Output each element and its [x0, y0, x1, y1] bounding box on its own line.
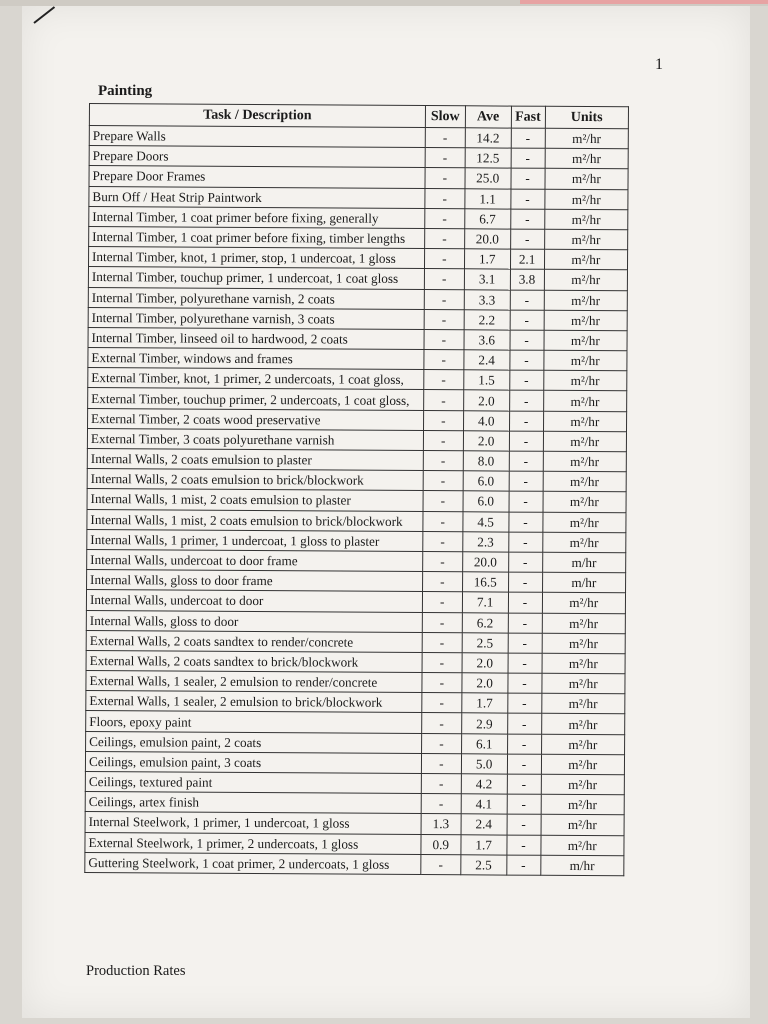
cell-ave: 20.0	[462, 552, 508, 572]
cell-task: Internal Timber, linseed oil to hardwood, 2 coats	[88, 327, 424, 349]
cell-slow: -	[422, 652, 462, 672]
cell-slow: -	[424, 289, 464, 309]
cell-ave: 2.4	[461, 814, 507, 834]
cell-slow: -	[421, 854, 461, 874]
cell-ave: 4.1	[461, 794, 507, 814]
table-row	[85, 792, 624, 815]
cell-fast: -	[510, 229, 544, 249]
cell-ave: 8.0	[463, 451, 509, 471]
table-row	[87, 549, 626, 572]
cell-task: Prepare Walls	[89, 126, 425, 148]
page-number: 1	[655, 56, 663, 73]
cell-ave: 2.0	[462, 673, 508, 693]
table-row	[86, 630, 625, 653]
cell-task: Internal Walls, gloss to door frame	[87, 570, 423, 592]
cell-slow: -	[425, 128, 465, 148]
cell-slow: -	[422, 713, 462, 733]
cell-units: m²/hr	[541, 754, 625, 775]
cell-ave: 2.4	[464, 350, 510, 370]
cell-ave: 2.3	[463, 532, 509, 552]
cell-ave: 3.6	[464, 330, 510, 350]
cell-ave: 5.0	[461, 754, 507, 774]
cell-task: External Timber, touchup primer, 2 undercoats, 1 coat gloss,	[88, 388, 424, 410]
cell-task: Prepare Door Frames	[89, 166, 425, 188]
cell-task: External Walls, 2 coats sandtex to render/concrete	[86, 630, 422, 652]
cell-slow: -	[425, 188, 465, 208]
header-task: Task / Description	[89, 104, 425, 128]
header-units: Units	[545, 106, 629, 129]
cell-ave: 25.0	[465, 168, 511, 188]
cell-units: m²/hr	[541, 734, 625, 755]
cell-ave: 6.7	[465, 209, 511, 229]
cell-slow: -	[424, 269, 464, 289]
table-row	[87, 529, 626, 552]
cell-task: Internal Timber, knot, 1 primer, stop, 1 undercoat, 1 gloss	[88, 247, 424, 269]
cell-fast: -	[510, 310, 544, 330]
cell-fast: -	[508, 592, 542, 612]
cell-ave: 2.2	[464, 309, 510, 329]
cell-units: m²/hr	[544, 249, 628, 270]
cell-units: m²/hr	[543, 391, 627, 412]
cell-task: External Walls, 1 sealer, 2 emulsion to render/concrete	[86, 671, 422, 693]
table-row	[89, 186, 628, 209]
cell-ave: 1.7	[462, 693, 508, 713]
cell-fast: -	[509, 491, 543, 511]
cell-fast: 2.1	[510, 249, 544, 269]
cell-task: Burn Off / Heat Strip Paintwork	[89, 186, 425, 208]
cell-ave: 3.1	[464, 269, 510, 289]
cell-fast: -	[508, 653, 542, 673]
cell-ave: 20.0	[464, 229, 510, 249]
cell-fast: -	[507, 774, 541, 794]
table-row	[88, 307, 627, 330]
cell-fast: -	[507, 734, 541, 754]
cell-units: m²/hr	[544, 330, 628, 351]
cell-units: m²/hr	[541, 794, 625, 815]
cell-units: m²/hr	[540, 835, 624, 856]
cell-ave: 2.5	[462, 632, 508, 652]
cell-units: m²/hr	[542, 633, 626, 654]
cell-task: Internal Walls, undercoat to door	[86, 590, 422, 612]
cell-fast: -	[511, 148, 545, 168]
cell-slow: -	[422, 673, 462, 693]
cell-fast: -	[508, 572, 542, 592]
cell-ave: 2.0	[463, 431, 509, 451]
cell-task: Internal Timber, polyurethane varnish, 3 coats	[88, 307, 424, 329]
cell-units: m²/hr	[541, 774, 625, 795]
footer-title: Production Rates	[86, 963, 186, 979]
cell-slow: -	[424, 228, 464, 248]
cell-task: External Timber, knot, 1 primer, 2 undercoats, 1 coat gloss,	[88, 368, 424, 390]
cell-fast: -	[506, 855, 540, 875]
cell-task: Ceilings, artex finish	[85, 792, 421, 814]
cell-units: m²/hr	[543, 492, 627, 513]
cell-ave: 2.9	[461, 713, 507, 733]
cell-ave: 3.3	[464, 289, 510, 309]
cell-ave: 2.0	[463, 390, 509, 410]
cell-ave: 6.0	[463, 471, 509, 491]
table-row	[86, 610, 625, 633]
cell-fast: -	[508, 532, 542, 552]
cell-units: m/hr	[540, 855, 624, 876]
cell-units: m²/hr	[545, 128, 629, 149]
cell-ave: 6.2	[462, 612, 508, 632]
cell-fast: -	[509, 431, 543, 451]
cell-task: Internal Walls, 2 coats emulsion to plaster	[87, 448, 423, 470]
cell-fast: -	[510, 189, 544, 209]
table-row	[86, 711, 625, 734]
cell-ave: 1.5	[464, 370, 510, 390]
cell-ave: 4.5	[463, 511, 509, 531]
cell-task: Internal Walls, 1 primer, 1 undercoat, 1 gloss to plaster	[87, 529, 423, 551]
table-row	[88, 247, 627, 270]
cell-ave: 2.5	[461, 855, 507, 875]
table-row	[87, 448, 626, 471]
cell-slow: 0.9	[421, 834, 461, 854]
cell-slow: -	[421, 774, 461, 794]
cell-fast: -	[508, 512, 542, 532]
cell-units: m²/hr	[544, 290, 628, 311]
cell-slow: -	[422, 572, 462, 592]
cell-units: m²/hr	[542, 653, 626, 674]
header-slow: Slow	[425, 106, 465, 128]
cell-units: m²/hr	[544, 189, 628, 210]
section-title: Painting	[98, 83, 153, 99]
cell-ave: 7.1	[462, 592, 508, 612]
cell-task: Internal Walls, 2 coats emulsion to brick/blockwork	[87, 469, 423, 491]
table-row	[85, 751, 624, 774]
cell-ave: 1.1	[465, 188, 511, 208]
table-row	[87, 428, 626, 451]
cell-slow: -	[424, 249, 464, 269]
cell-task: Internal Timber, polyurethane varnish, 2 coats	[88, 287, 424, 309]
cell-fast: -	[509, 350, 543, 370]
table-row	[88, 267, 627, 290]
cell-fast: -	[510, 290, 544, 310]
cell-units: m²/hr	[543, 371, 627, 392]
cell-slow: -	[424, 370, 464, 390]
table-row	[89, 206, 628, 229]
cell-fast: -	[511, 128, 545, 148]
cell-fast: -	[509, 370, 543, 390]
production-rates-table	[84, 103, 629, 876]
cell-fast: 3.8	[510, 269, 544, 289]
cell-ave: 1.7	[461, 834, 507, 854]
cell-slow: -	[421, 733, 461, 753]
cell-slow: -	[423, 551, 463, 571]
cell-units: m²/hr	[545, 148, 629, 169]
cell-ave: 4.2	[461, 774, 507, 794]
cell-ave: 4.0	[463, 410, 509, 430]
table-row	[87, 509, 626, 532]
cell-task: Floors, epoxy paint	[86, 711, 422, 733]
cell-slow: -	[422, 612, 462, 632]
cell-slow: -	[423, 390, 463, 410]
cell-slow: 1.3	[421, 814, 461, 834]
header-fast: Fast	[511, 106, 545, 128]
cell-ave: 1.7	[464, 249, 510, 269]
cell-fast: -	[507, 714, 541, 734]
table-body	[85, 126, 629, 876]
cell-fast: -	[510, 330, 544, 350]
table-row	[86, 691, 625, 714]
cell-task: Internal Walls, undercoat to door frame	[87, 549, 423, 571]
cell-units: m²/hr	[541, 673, 625, 694]
table-row	[85, 812, 624, 835]
cell-task: Internal Timber, 1 coat primer before fixing, generally	[89, 206, 425, 228]
cell-ave: 6.1	[461, 733, 507, 753]
cell-task: Ceilings, emulsion paint, 3 coats	[85, 751, 421, 773]
table-row	[89, 226, 628, 249]
cell-units: m²/hr	[542, 512, 626, 533]
cell-fast: -	[507, 693, 541, 713]
table-row	[87, 469, 626, 492]
cell-task: Internal Steelwork, 1 primer, 1 undercoat, 1 gloss	[85, 812, 421, 834]
cell-task: External Walls, 2 coats sandtex to brick/blockwork	[86, 650, 422, 672]
cell-units: m²/hr	[543, 471, 627, 492]
table-row	[88, 327, 627, 350]
cell-ave: 14.2	[465, 128, 511, 148]
cell-task: External Walls, 1 sealer, 2 emulsion to brick/blockwork	[86, 691, 422, 713]
cell-slow: -	[422, 632, 462, 652]
cell-fast: -	[508, 552, 542, 572]
table-row	[88, 368, 627, 391]
cell-fast: -	[510, 209, 544, 229]
cell-slow: -	[425, 168, 465, 188]
cell-slow: -	[424, 309, 464, 329]
cell-fast: -	[508, 613, 542, 633]
cell-task: Internal Walls, 1 mist, 2 coats emulsion to brick/blockwork	[87, 509, 423, 531]
cell-fast: -	[511, 168, 545, 188]
cell-slow: -	[424, 350, 464, 370]
scan-edge-red	[520, 0, 768, 4]
header-ave: Ave	[465, 106, 511, 128]
table-row	[85, 771, 624, 794]
table-row	[86, 590, 625, 613]
cell-units: m²/hr	[545, 169, 629, 190]
cell-fast: -	[507, 814, 541, 834]
cell-task: External Timber, windows and frames	[88, 348, 424, 370]
cell-units: m²/hr	[544, 229, 628, 250]
cell-task: Internal Timber, touchup primer, 1 undercoat, 1 coat gloss	[88, 267, 424, 289]
cell-task: Internal Walls, gloss to door	[86, 610, 422, 632]
cell-task: Ceilings, emulsion paint, 2 coats	[86, 731, 422, 753]
cell-slow: -	[423, 410, 463, 430]
table-row	[86, 731, 625, 754]
cell-ave: 12.5	[465, 148, 511, 168]
table-row	[85, 832, 624, 855]
cell-task: Ceilings, textured paint	[85, 771, 421, 793]
cell-slow: -	[423, 511, 463, 531]
table-row	[88, 408, 627, 431]
cell-slow: -	[423, 491, 463, 511]
cell-task: External Timber, 2 coats wood preservative	[88, 408, 424, 430]
cell-task: Internal Walls, 1 mist, 2 coats emulsion to plaster	[87, 489, 423, 511]
cell-fast: -	[509, 391, 543, 411]
cell-units: m/hr	[542, 572, 626, 593]
cell-task: External Steelwork, 1 primer, 2 undercoats, 1 gloss	[85, 832, 421, 854]
cell-slow: -	[423, 531, 463, 551]
cell-slow: -	[422, 693, 462, 713]
cell-ave: 16.5	[462, 572, 508, 592]
cell-slow: -	[423, 471, 463, 491]
cell-units: m²/hr	[543, 431, 627, 452]
cell-slow: -	[424, 329, 464, 349]
cell-task: Internal Timber, 1 coat primer before fixing, timber lengths	[89, 226, 425, 248]
cell-ave: 6.0	[463, 491, 509, 511]
cell-fast: -	[507, 754, 541, 774]
table-row	[89, 166, 628, 189]
cell-units: m²/hr	[542, 532, 626, 553]
cell-fast: -	[508, 633, 542, 653]
cell-slow: -	[423, 451, 463, 471]
cell-units: m²/hr	[544, 310, 628, 331]
cell-units: m²/hr	[544, 270, 628, 291]
table-row	[85, 852, 624, 875]
cell-fast: -	[507, 794, 541, 814]
cell-units: m²/hr	[544, 209, 628, 230]
cell-slow: -	[421, 753, 461, 773]
cell-fast: -	[509, 451, 543, 471]
cell-slow: -	[421, 794, 461, 814]
cell-units: m²/hr	[542, 613, 626, 634]
cell-slow: -	[425, 148, 465, 168]
table-row	[87, 570, 626, 593]
cell-units: m²/hr	[541, 815, 625, 836]
table-row	[88, 348, 627, 371]
table-row	[88, 388, 627, 411]
cell-units: m²/hr	[543, 350, 627, 371]
cell-ave: 2.0	[462, 653, 508, 673]
cell-units: m²/hr	[543, 451, 627, 472]
table-row	[86, 671, 625, 694]
cell-slow: -	[425, 208, 465, 228]
cell-slow: -	[423, 430, 463, 450]
cell-units: m²/hr	[543, 411, 627, 432]
cell-task: External Timber, 3 coats polyurethane varnish	[87, 428, 423, 450]
table-row	[88, 287, 627, 310]
cell-units: m²/hr	[541, 714, 625, 735]
cell-fast: -	[509, 471, 543, 491]
cell-task: Guttering Steelwork, 1 coat primer, 2 undercoats, 1 gloss	[85, 852, 421, 874]
cell-units: m²/hr	[541, 694, 625, 715]
cell-units: m/hr	[542, 552, 626, 573]
cell-fast: -	[507, 673, 541, 693]
table-row	[86, 650, 625, 673]
table-row	[87, 489, 626, 512]
cell-slow: -	[422, 592, 462, 612]
cell-task: Prepare Doors	[89, 146, 425, 168]
cell-units: m²/hr	[542, 593, 626, 614]
cell-fast: -	[509, 411, 543, 431]
cell-fast: -	[506, 835, 540, 855]
